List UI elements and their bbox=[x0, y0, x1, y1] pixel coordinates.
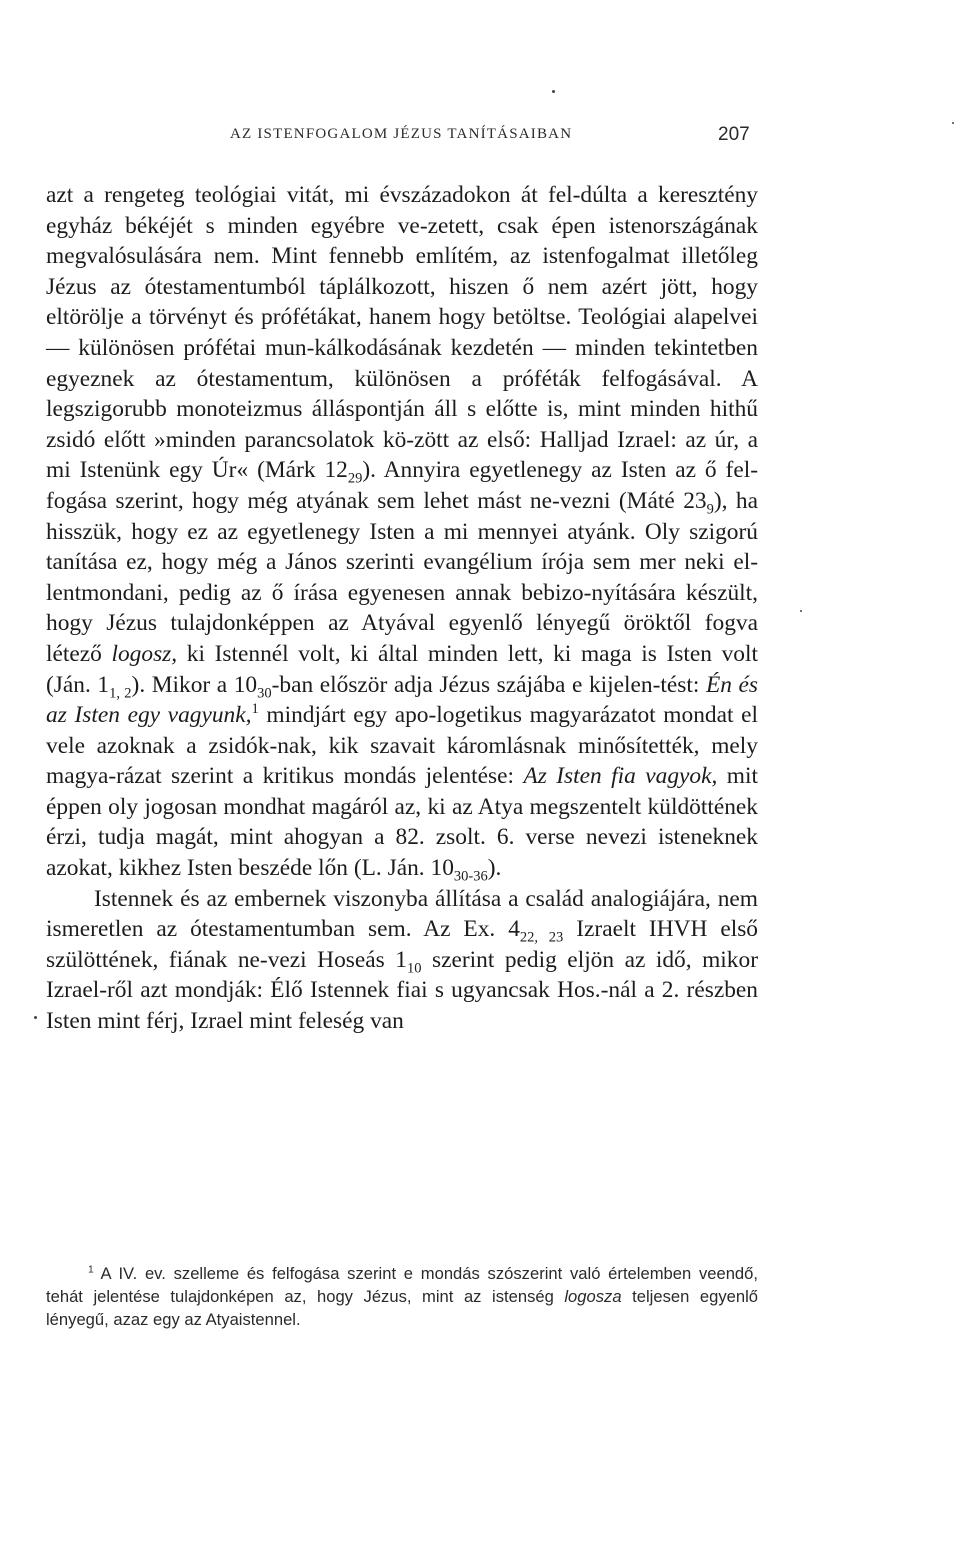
verse-subscript: 9 bbox=[706, 501, 714, 518]
print-speck bbox=[952, 122, 954, 124]
italic-term: logosza bbox=[564, 1287, 622, 1306]
text-run: teljesen egyenlő lényegű, azaz egy az Atyaistennel. bbox=[46, 1287, 758, 1329]
verse-subscript: 30 bbox=[257, 685, 272, 702]
italic-quote: Én és az Isten egy vagyunk, bbox=[46, 671, 758, 729]
paragraph-2 bbox=[46, 884, 758, 1037]
page-number: 207 bbox=[718, 124, 750, 145]
verse-subscript: 1, 2 bbox=[109, 685, 132, 702]
verse-subscript: 10 bbox=[406, 960, 422, 977]
text-run: ). Annyira egyetlenegy az Isten az ő fel-fogása szerint, hogy még atyának sem lehet mást ne-vezni (Máté 23 bbox=[46, 457, 758, 514]
verse-subscript: 22, 23 bbox=[519, 929, 564, 946]
verse-subscript: 29 bbox=[347, 471, 363, 488]
text-run: szerint pedig eljön az idő, mikor Izrael-ről azt mondják: Élő Istennek fiai s ugyancsak Hos.-nál a 2. részben Isten mint férj, Izrael mint feleség van bbox=[46, 946, 758, 1035]
text-run: ). Mikor a 10 bbox=[131, 671, 258, 698]
text-run: A IV. ev. szelleme és felfogása szerint e mondás szószerint való értelemben veendő, tehát jelentése tulajdonképen az, hogy Jézus, mint az istenség bbox=[46, 1264, 758, 1306]
footnote-marker: 1 bbox=[88, 1264, 94, 1276]
footnote bbox=[46, 1262, 758, 1331]
text-run: ki Istennél volt, ki által minden lett, ki maga is Isten volt (Ján. 1 bbox=[46, 640, 758, 698]
paragraph-1 bbox=[46, 180, 758, 884]
print-speck bbox=[800, 610, 802, 612]
footnote-reference: 1 bbox=[251, 701, 259, 718]
verse-subscript: 30-36 bbox=[453, 868, 488, 885]
italic-term: logosz, bbox=[111, 640, 178, 667]
print-speck bbox=[552, 90, 555, 93]
footnote-text bbox=[46, 1262, 758, 1331]
text-run: azt a rengeteg teológiai vitát, mi évszázadokon át fel-dúlta a keresztény egyház békéjét s minden egyébre ve-zetett, csak épen istenországának megvalósulására nem. Mint fennebb említém, az istenfogalmat illetőleg Jézus az ótestamentumból táplálkozott, hiszen ő nem azért jött, hogy eltörölje a törvényt és prófétákat, hanem hogy betöltse. Teológiai alapelvei — különösen prófétai mun-kálkodásának kezdetén — minden tekintetben egyeznek az ótestamentum, különösen a próféták felfogásával. A legszigorubb monoteizmus álláspontján áll s előtte is, mint minden hithű zsidó előtt »minden parancsolatok kö-zött az első: Halljad Izrael: az úr, a mi Istenünk egy Úr« (Márk 12 bbox=[46, 182, 758, 484]
text-run: ), ha hisszük, hogy ez az egyetlenegy Isten a mi mennyei atyánk. Oly szigorú tanítása ez, hogy még a János szerinti evangélium írója sem mer neki el-lentmondani, pedig az ő írása egyenesen annak bebizo-nyítására készült, hogy Jézus tulajdonképpen az Atyával egyenlő lényegű öröktől fogva létező bbox=[46, 487, 759, 667]
text-run: Istennek és az embernek viszonyba állítása a család analogiájára, nem ismeretlen az ótestamentumban sem. Az Ex. 4 bbox=[46, 885, 758, 943]
print-speck bbox=[34, 1016, 37, 1019]
main-text bbox=[46, 180, 758, 1037]
running-title: AZ ISTENFOGALOM JÉZUS TANÍTÁSAIBAN bbox=[230, 126, 573, 142]
text-run: mindjárt egy apo-logetikus magyarázatot mondat el vele azoknak a zsidók-nak, kik szavait káromlásnak minősítették, mely magya-rázat szerint a kritikus mondás jelentése: bbox=[46, 702, 759, 790]
text-run: Izraelt IHVH első szülöttének, fiának ne-vezi Hoseás 1 bbox=[46, 916, 758, 973]
text-run: ). bbox=[487, 855, 502, 882]
italic-quote: Az Isten fia vagyok, bbox=[523, 763, 718, 790]
text-run: -ban először adja Jézus szájába e kijelen-tést: bbox=[271, 671, 706, 698]
text-run: mit éppen oly jogosan mondhat magáról az, ki az Atya megszentelt küldöttének érzi, tudja magát, mint ahogyan a 82. zsolt. 6. verse nevezi isteneknek azokat, kikhez Isten beszéde lőn (L. Ján. 10 bbox=[46, 763, 758, 882]
